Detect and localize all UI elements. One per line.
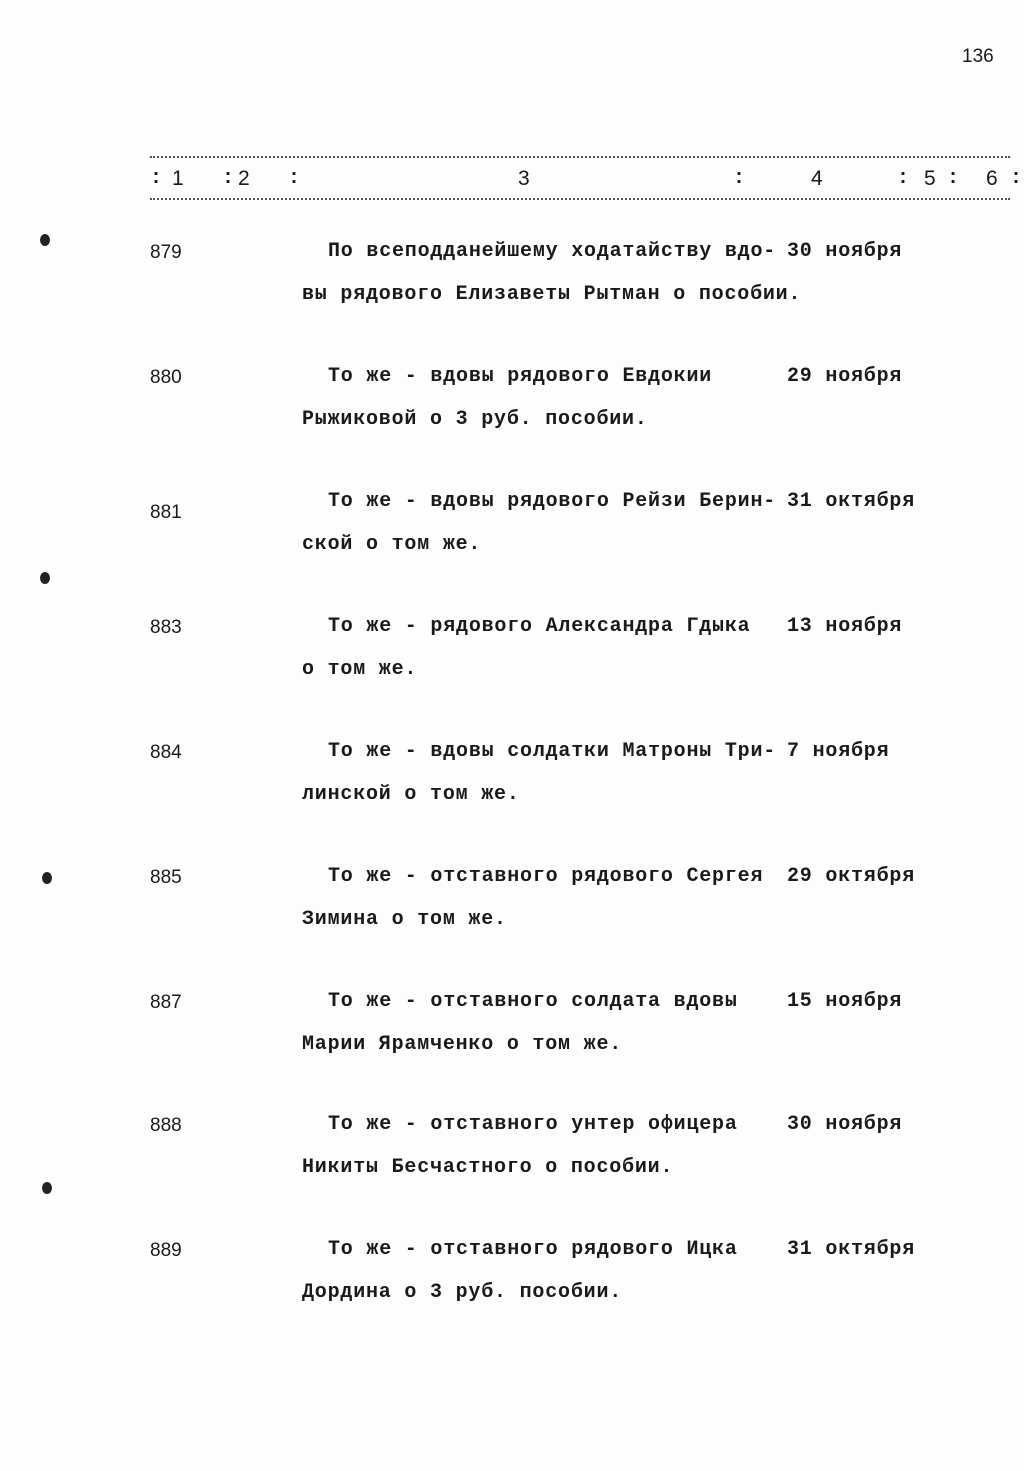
entry-number: 888 bbox=[150, 1115, 182, 1136]
column-separator: : bbox=[288, 167, 301, 190]
entry-number: 883 bbox=[150, 617, 182, 638]
column-separator: : bbox=[1010, 167, 1023, 190]
column-header-2: 2 bbox=[238, 167, 250, 190]
entry-number: 885 bbox=[150, 867, 182, 888]
entry-text-line1: По всеподданейшему ходатайству вдо- bbox=[328, 240, 777, 263]
column-separator: : bbox=[222, 167, 235, 190]
entry-text-line1: То же - вдовы солдатки Матроны Три- bbox=[328, 740, 777, 763]
entry-date: 13 ноября bbox=[787, 615, 903, 638]
entry-text-line2: Дордина о 3 руб. пособии. bbox=[302, 1281, 623, 1304]
entry-text-line2: ской о том же. bbox=[302, 533, 482, 556]
column-header-1: 1 bbox=[172, 167, 184, 190]
entry-number: 881 bbox=[150, 502, 182, 523]
page-number: 136 bbox=[962, 46, 994, 67]
entry-text-line1: То же - отставного рядового Сергея bbox=[328, 865, 764, 888]
column-header-4: 4 bbox=[811, 167, 823, 190]
column-separator: : bbox=[150, 167, 163, 190]
column-header-5: 5 bbox=[924, 167, 936, 190]
entry-text-line1: То же - отставного унтер офицера bbox=[328, 1113, 738, 1136]
entry-number: 880 bbox=[150, 367, 182, 388]
entry-text-line1: То же - отставного солдата вдовы bbox=[328, 990, 738, 1013]
entry-text-line2: Никиты Бесчастного о пособии. bbox=[302, 1156, 674, 1179]
entry-date: 15 ноября bbox=[787, 990, 903, 1013]
entry-text-line1: То же - отставного рядового Ицка bbox=[328, 1238, 738, 1261]
entry-text-line2: линской о том же. bbox=[302, 783, 520, 806]
entry-date: 31 октября bbox=[787, 490, 916, 513]
entry-text-line2: Зимина о том же. bbox=[302, 908, 507, 931]
header-top-rule bbox=[150, 156, 1010, 158]
entry-number: 889 bbox=[150, 1240, 182, 1261]
header-bottom-rule bbox=[150, 198, 1010, 200]
entry-text-line2: вы рядового Елизаветы Рытман о пособии. bbox=[302, 283, 802, 306]
punch-hole bbox=[42, 1182, 52, 1194]
entry-text-line2: Рыжиковой о 3 руб. пособии. bbox=[302, 408, 648, 431]
entry-number: 884 bbox=[150, 742, 182, 763]
punch-hole bbox=[40, 234, 50, 246]
entry-text-line1: То же - вдовы рядового Рейзи Берин- bbox=[328, 490, 777, 513]
punch-hole bbox=[40, 572, 50, 584]
column-header-6: 6 bbox=[986, 167, 998, 190]
entry-number: 879 bbox=[150, 242, 182, 263]
entry-number: 887 bbox=[150, 992, 182, 1013]
column-separator: : bbox=[897, 167, 910, 190]
entry-date: 31 октября bbox=[787, 1238, 916, 1261]
column-header-3: 3 bbox=[518, 167, 530, 190]
entry-date: 29 ноября bbox=[787, 365, 903, 388]
entry-date: 30 ноября bbox=[787, 1113, 903, 1136]
column-separator: : bbox=[947, 167, 960, 190]
entry-text-line1: То же - вдовы рядового Евдокии bbox=[328, 365, 713, 388]
entry-date: 29 октября bbox=[787, 865, 916, 888]
punch-hole bbox=[42, 872, 52, 884]
column-separator: : bbox=[733, 167, 746, 190]
entry-text-line2: Марии Ярамченко о том же. bbox=[302, 1033, 623, 1056]
entry-text-line1: То же - рядового Александра Гдыка bbox=[328, 615, 751, 638]
entry-date: 30 ноября bbox=[787, 240, 903, 263]
entry-date: 7 ноября bbox=[787, 740, 890, 763]
entry-text-line2: о том же. bbox=[302, 658, 418, 681]
